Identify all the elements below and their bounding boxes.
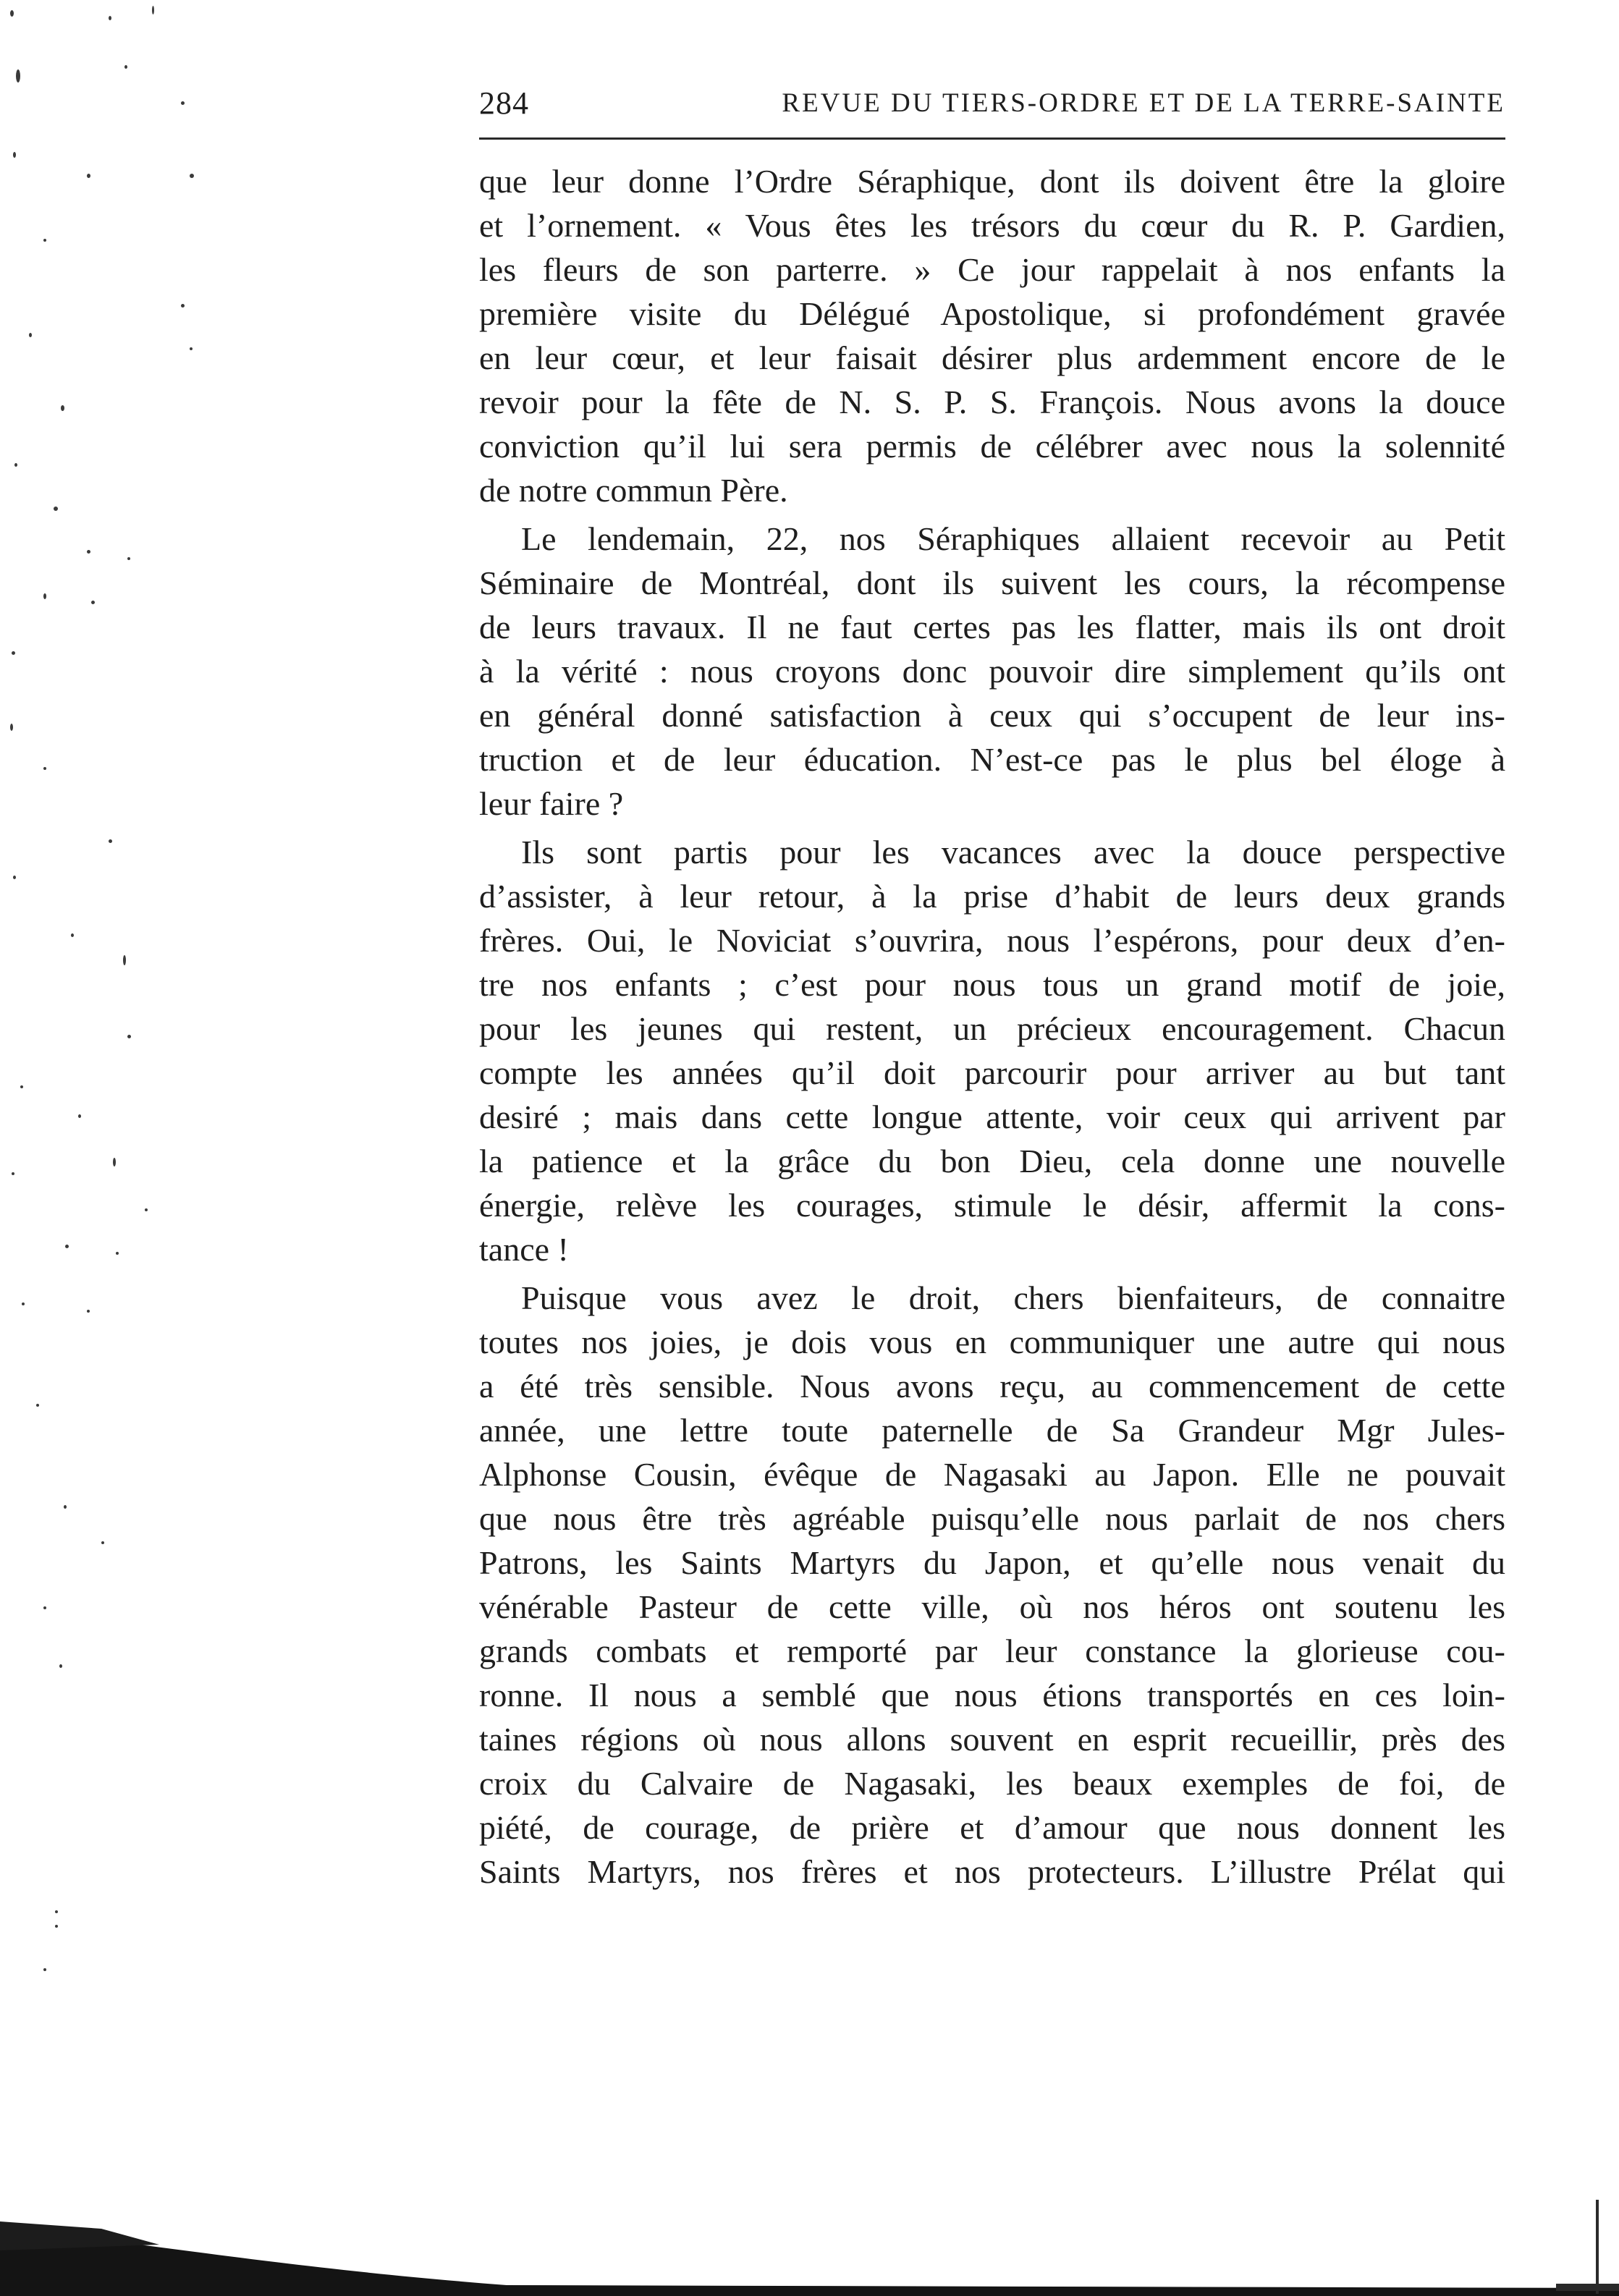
- running-head: REVUE DU TIERS-ORDRE ET DE LA TERRE-SAINTE: [782, 88, 1505, 118]
- paragraph: [479, 830, 1505, 1271]
- text-line: en leur cœur, et leur faisait désirer plus ardemment encore de le: [479, 339, 1505, 376]
- text-line: ronne. Il nous a semblé que nous étions transportés en ces loin-: [479, 1677, 1505, 1713]
- text-line: taines régions où nous allons souvent en esprit recueillir, près des: [479, 1721, 1505, 1758]
- text-line: Puisque vous avez le droit, chers bienfaiteurs, de connaitre: [521, 1279, 1505, 1316]
- text-line: a été très sensible. Nous avons reçu, au commencement de cette: [479, 1368, 1505, 1405]
- body-text: [479, 159, 1505, 1894]
- paragraph: [479, 517, 1505, 826]
- text-line: d’assister, à leur retour, à la prise d’habit de leurs deux grands: [479, 878, 1505, 915]
- text-line: desiré ; mais dans cette longue attente, voir ceux qui arrivent par: [479, 1098, 1505, 1135]
- text-line: conviction qu’il lui sera permis de célébrer avec nous la solennité: [479, 428, 1505, 465]
- text-line: Saints Martyrs, nos frères et nos protecteurs. L’illustre Prélat qui: [479, 1853, 1505, 1890]
- paragraph: [479, 1276, 1505, 1894]
- text-line: Patrons, les Saints Martyrs du Japon, et qu’elle nous venait du: [479, 1544, 1505, 1581]
- text-line: et l’ornement. « Vous êtes les trésors du cœur du R. P. Gardien,: [479, 207, 1505, 244]
- text-line: toutes nos joies, je dois vous en communiquer une autre qui nous: [479, 1323, 1505, 1360]
- text-line: pour les jeunes qui restent, un précieux encouragement. Chacun: [479, 1010, 1505, 1047]
- text-line: année, une lettre toute paternelle de Sa Grandeur Mgr Jules-: [479, 1412, 1505, 1449]
- text-line: première visite du Délégué Apostolique, si profondément gravée: [479, 295, 1505, 332]
- text-line: Le lendemain, 22, nos Séraphiques allaient recevoir au Petit: [521, 520, 1505, 557]
- text-line: tre nos enfants ; c’est pour nous tous un grand motif de joie,: [479, 966, 1505, 1003]
- text-line: Ils sont partis pour les vacances avec la douce perspective: [521, 834, 1505, 870]
- text-line: grands combats et remporté par leur constance la glorieuse cou-: [479, 1632, 1505, 1669]
- text-line: en général donné satisfaction à ceux qui s’occupent de leur ins-: [479, 697, 1505, 734]
- page-number: 284: [479, 85, 529, 121]
- text-line: leur faire ?: [479, 785, 624, 822]
- text-line: Alphonse Cousin, évêque de Nagasaki au Japon. Elle ne pouvait: [479, 1456, 1505, 1493]
- text-line: Séminaire de Montréal, dont ils suivent les cours, la récompense: [479, 564, 1505, 601]
- text-line: compte les années qu’il doit parcourir pour arriver au but tant: [479, 1054, 1505, 1091]
- text-line: tance !: [479, 1231, 569, 1268]
- text-line: les fleurs de son parterre. » Ce jour rappelait à nos enfants la: [479, 251, 1505, 288]
- text-line: que nous être très agréable puisqu’elle nous parlait de nos chers: [479, 1500, 1505, 1537]
- text-line: énergie, relève les courages, stimule le désir, affermit la cons-: [479, 1187, 1505, 1224]
- text-line: croix du Calvaire de Nagasaki, les beaux exemples de foi, de: [479, 1765, 1505, 1802]
- page-header: [479, 78, 1505, 129]
- text-line: à la vérité : nous croyons donc pouvoir dire simplement qu’ils ont: [479, 653, 1505, 690]
- scan-edge-smear: [0, 2200, 1619, 2296]
- text-line: piété, de courage, de prière et d’amour que nous donnent les: [479, 1809, 1505, 1846]
- text-line: que leur donne l’Ordre Séraphique, dont ils doivent être la gloire: [479, 163, 1505, 200]
- header-rule: [479, 137, 1505, 140]
- text-line: de leurs travaux. Il ne faut certes pas les flatter, mais ils ont droit: [479, 609, 1505, 645]
- text-line: frères. Oui, le Noviciat s’ouvrira, nous l’espérons, pour deux d’en-: [479, 922, 1505, 959]
- text-line: truction et de leur éducation. N’est-ce pas le plus bel éloge à: [479, 741, 1505, 778]
- text-line: la patience et la grâce du bon Dieu, cela donne une nouvelle: [479, 1143, 1505, 1179]
- text-line: vénérable Pasteur de cette ville, où nos héros ont soutenu les: [479, 1588, 1505, 1625]
- text-line: revoir pour la fête de N. S. P. S. François. Nous avons la douce: [479, 384, 1505, 420]
- text-line: de notre commun Père.: [479, 472, 788, 509]
- paragraph: [479, 159, 1505, 512]
